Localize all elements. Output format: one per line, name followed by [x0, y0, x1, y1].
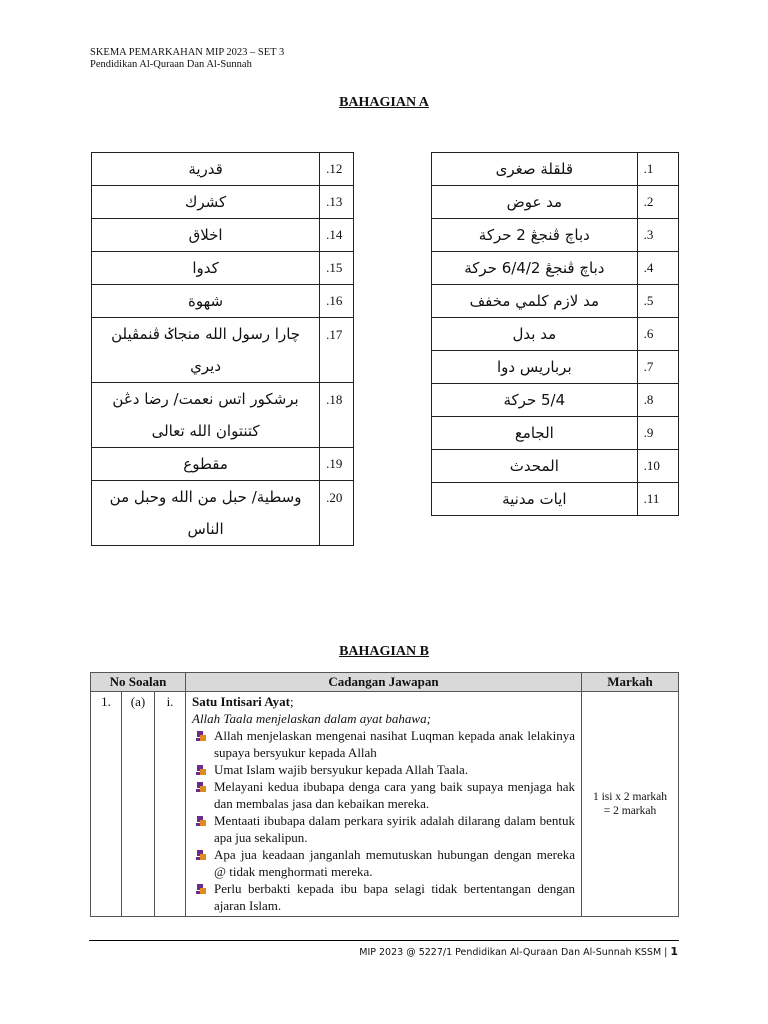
answer-row	[432, 384, 679, 417]
marks-cell	[582, 692, 679, 917]
col-header-marks: Markah	[582, 673, 679, 692]
answer-number: .11	[637, 483, 678, 516]
answer-text: مد لازم كلمي مخفف	[432, 285, 638, 318]
answer-number: .14	[320, 219, 354, 252]
question-subpart: i.	[155, 692, 186, 917]
answer-text: وسطية/ حبل من الله وحبل من الناس	[92, 481, 320, 546]
list-item	[192, 880, 575, 914]
answer-text: دباچ ڤنجڠ 6/4/2 حركة	[432, 252, 638, 285]
bullet-text: Umat Islam wajib bersyukur kepada Allah Taala.	[214, 762, 469, 777]
answer-intro: Allah Taala menjelaskan dalam ayat bahawa;	[192, 711, 431, 726]
answer-row	[92, 481, 354, 546]
marks-line-1: 1 isi x 2 markah	[592, 791, 668, 803]
question-part: (a)	[122, 692, 155, 917]
answer-row	[432, 450, 679, 483]
answer-cell	[186, 692, 582, 917]
answer-row	[432, 417, 679, 450]
answer-text: شهوة	[92, 285, 320, 318]
answer-row	[92, 219, 354, 252]
answer-text: برباريس دوا	[432, 351, 638, 384]
answer-row	[432, 219, 679, 252]
answer-row	[432, 351, 679, 384]
answer-number: .2	[637, 186, 678, 219]
col-header-answer: Cadangan Jawapan	[186, 673, 582, 692]
answer-text: 5/4 حركة	[432, 384, 638, 417]
answer-text: قدرية	[92, 153, 320, 186]
bullet-icon	[195, 730, 207, 742]
section-a-title: BAHAGIAN A	[339, 95, 429, 110]
answer-text: مقطوع	[92, 448, 320, 481]
answer-number: .18	[320, 383, 354, 448]
answer-text: الجامع	[432, 417, 638, 450]
bullet-icon	[195, 764, 207, 776]
answer-number: .20	[320, 481, 354, 546]
answer-row	[432, 318, 679, 351]
answer-number: .7	[637, 351, 678, 384]
answer-number: .8	[637, 384, 678, 417]
answer-number: .10	[637, 450, 678, 483]
bullet-text: Allah menjelaskan mengenai nasihat Luqman kepada anak lelakinya supaya bersyukur kepada Allah	[214, 728, 575, 760]
answer-number: .16	[320, 285, 354, 318]
answer-row	[432, 483, 679, 516]
answer-row	[432, 252, 679, 285]
answer-text: المحدث	[432, 450, 638, 483]
answer-text: اخلاق	[92, 219, 320, 252]
answer-number: .19	[320, 448, 354, 481]
answer-text: مد بدل	[432, 318, 638, 351]
footer-separator: |	[664, 947, 668, 958]
answer-text: مد عوض	[432, 186, 638, 219]
section-a-table-left	[91, 152, 354, 546]
list-item	[192, 846, 575, 880]
answer-row	[92, 318, 354, 383]
list-item	[192, 812, 575, 846]
header-scheme-title: SKEMA PEMARKAHAN MIP 2023 – SET 3	[90, 47, 285, 58]
list-item	[192, 761, 575, 778]
answer-number: .3	[637, 219, 678, 252]
answer-text: كدوا	[92, 252, 320, 285]
answer-row	[92, 448, 354, 481]
list-item	[192, 778, 575, 812]
page-header	[90, 47, 284, 71]
footer-divider	[89, 940, 679, 941]
answer-row	[92, 285, 354, 318]
answer-row	[432, 285, 679, 318]
bullet-icon	[195, 849, 207, 861]
marks-line-2: = 2 markah	[603, 805, 657, 817]
answer-heading: Satu Intisari Ayat	[192, 694, 290, 709]
list-item	[192, 727, 575, 761]
answer-heading-suffix: ;	[290, 694, 294, 709]
answer-text: چارا رسول الله منجاݢ ڤنمڤيلن ديري	[92, 318, 320, 383]
answer-row	[432, 153, 679, 186]
answer-text: دباچ ڤنجڠ 2 حركة	[432, 219, 638, 252]
page-number: 1	[670, 945, 678, 958]
answer-text: كشرك	[92, 186, 320, 219]
section-b-table	[90, 672, 679, 917]
footer-text: MIP 2023 @ 5227/1 Pendidikan Al-Quraan Dan Al-Sunnah KSSM	[359, 947, 662, 958]
answer-row	[92, 153, 354, 186]
answer-text: برشكور اتس نعمت/ رضا دڠن كتنتوان الله تعالى	[92, 383, 320, 448]
bullet-icon	[195, 883, 207, 895]
answer-number: .13	[320, 186, 354, 219]
answer-number: .1	[637, 153, 678, 186]
bullet-text: Melayani kedua ibubapa denga cara yang baik supaya menjaga hak dan membalas jasa dan kebaikan mereka.	[214, 779, 575, 811]
col-header-no: No Soalan	[91, 673, 186, 692]
answer-number: .17	[320, 318, 354, 383]
answer-bullet-list	[192, 727, 575, 914]
answer-number: .12	[320, 153, 354, 186]
bullet-icon	[195, 781, 207, 793]
question-number: 1.	[91, 692, 122, 917]
answer-number: .5	[637, 285, 678, 318]
section-b-title: BAHAGIAN B	[339, 644, 429, 659]
answer-row	[92, 383, 354, 448]
page-footer	[359, 945, 678, 958]
table-row	[91, 692, 679, 917]
header-subject: Pendidikan Al-Quraan Dan Al-Sunnah	[90, 59, 252, 70]
answer-text: قلقلة صغرى	[432, 153, 638, 186]
bullet-text: Mentaati ibubapa dalam perkara syirik adalah dilarang dalam bentuk apa jua sekalipun.	[214, 813, 575, 845]
answer-number: .4	[637, 252, 678, 285]
section-a-table-right	[431, 152, 679, 516]
bullet-text: Perlu berbakti kepada ibu bapa selagi tidak bertentangan dengan ajaran Islam.	[214, 881, 575, 913]
answer-row	[432, 186, 679, 219]
answer-text: ايات مدنية	[432, 483, 638, 516]
answer-row	[92, 252, 354, 285]
answer-number: .6	[637, 318, 678, 351]
answer-number: .15	[320, 252, 354, 285]
bullet-text: Apa jua keadaan janganlah memutuskan hubungan dengan mereka @ tidak menghormati mereka.	[214, 847, 575, 879]
answer-row	[92, 186, 354, 219]
bullet-icon	[195, 815, 207, 827]
answer-number: .9	[637, 417, 678, 450]
